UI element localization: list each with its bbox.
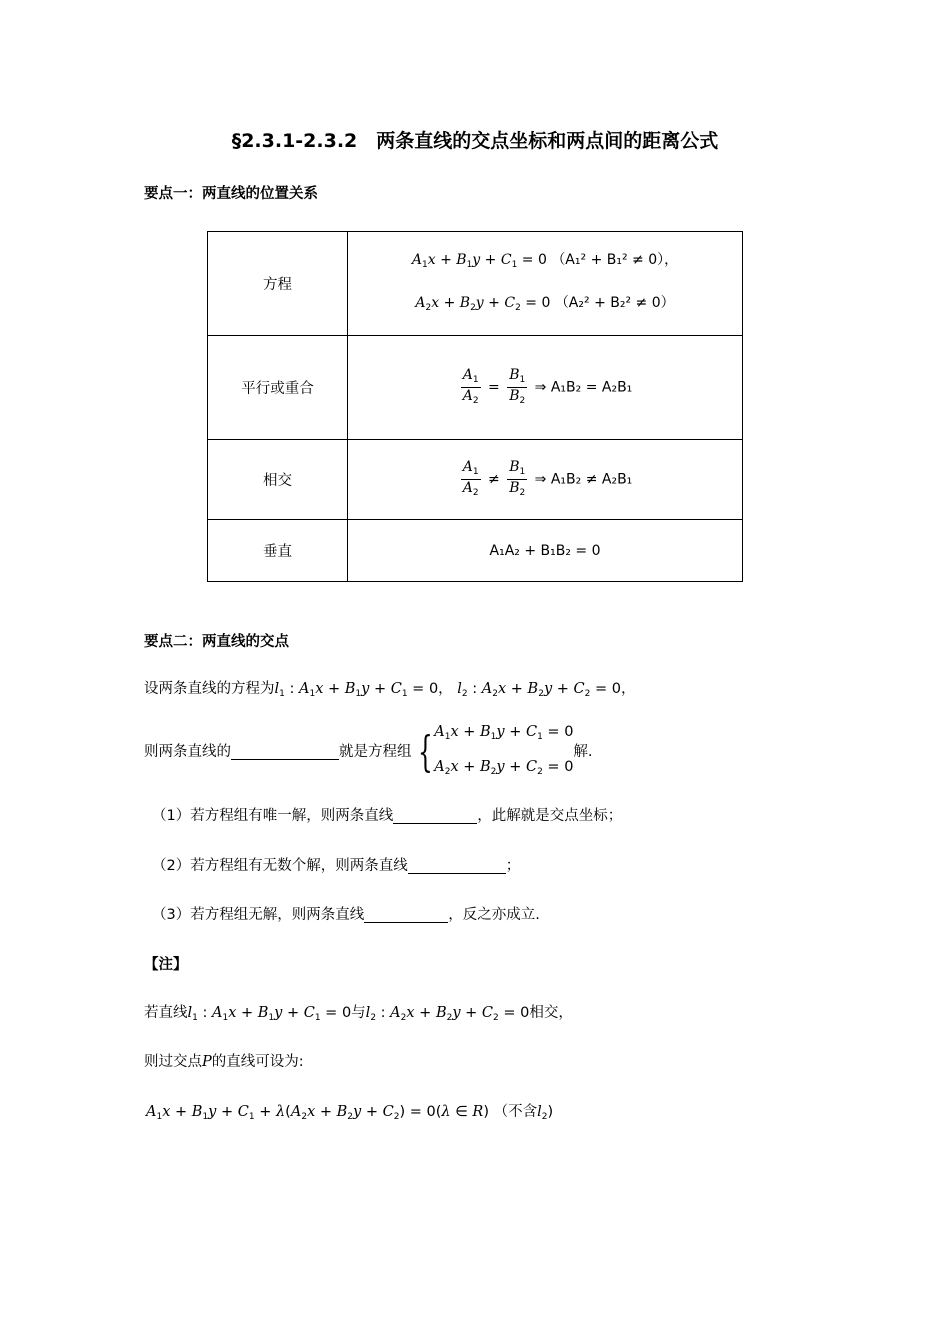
intro-line: 设两条直线的方程为$l_1$ : $A_1x + B_1y + C_1 = 0$， $l_2$ : $A_2x + B_2y + C_2 = 0$， [144, 681, 636, 699]
equation-condition-2: （A₂² + B₂² ≠ 0） [554, 294, 675, 311]
section2-heading: 要点二：两直线的交点 [144, 634, 289, 650]
note-line-1: 若直线$l_1$ : $A_1x + B_1y + C_1 = 0$与$l_2$ : $A_2x + B_2y + C_2 = 0$相交， [144, 1005, 573, 1023]
table-row [208, 520, 743, 582]
case-3 [152, 903, 540, 924]
row-label: 相交 [208, 440, 348, 520]
row-label: 平行或重合 [208, 336, 348, 440]
equation-line-2: $A_2x + B_2y + C_2 = 0$ （A₂² + B₂² ≠ 0） [415, 294, 675, 313]
system-line [144, 717, 593, 787]
intro-end: ， [620, 681, 636, 697]
note-line-2-end: 的直线可设为: [211, 1054, 304, 1070]
parallel-formula-cell: $\frac{A_1}{A_2}$ = $\frac{B_1}{B_2}$ ⇒ A₁B₂ = A₂B₁ [348, 336, 743, 440]
intersect-relation: ≠ [488, 471, 500, 488]
intersect-formula-cell: $\frac{A_1}{A_2}$ ≠ $\frac{B_1}{B_2}$ ⇒ A₁B₂ ≠ A₂B₁ [348, 440, 743, 520]
perpendicular-formula: A₁A₂ + B₁B₂ = 0 [348, 520, 743, 582]
system-line-prefix: 则两条直线的 [144, 744, 231, 760]
note-line-1-end: 相交， [529, 1005, 573, 1021]
system-line-mid: 就是方程组 [339, 744, 412, 760]
system-line-end: 解. [573, 744, 593, 760]
note-line-2 [144, 1050, 304, 1071]
parallel-result: ⇒ A₁B₂ = A₂B₁ [534, 379, 633, 396]
note-line-1-prefix: 若直线 [144, 1005, 188, 1021]
case-2-suffix: ； [505, 858, 521, 874]
blank[interactable] [364, 907, 448, 923]
note-heading: 【注】 [144, 957, 188, 973]
intro-separator: ， [438, 681, 453, 697]
case-3-prefix: （3）若方程组无解，则两条直线 [152, 907, 365, 923]
parallel-relation: = [488, 379, 500, 396]
equation-condition-1: （A₁² + B₁² ≠ 0）， [551, 251, 679, 268]
section1-heading: 要点一：两直线的位置关系 [144, 186, 318, 202]
blank[interactable] [408, 858, 506, 874]
note-line-2-prefix: 则过交点 [144, 1054, 202, 1070]
table-row [208, 440, 743, 520]
case-1-suffix: ，此解就是交点坐标； [477, 808, 623, 824]
row-label: 垂直 [208, 520, 348, 582]
equation-cell [348, 232, 743, 336]
page-title: §2.3.1-2.3.2 两条直线的交点坐标和两点间的距离公式 [231, 130, 719, 152]
row-label: 方程 [208, 232, 348, 336]
case-3-suffix: ，反之亦成立. [448, 907, 540, 923]
table-row [208, 232, 743, 336]
blank[interactable] [231, 744, 339, 760]
equation-line-1: $A_1x + B_1y + C_1 = 0$ （A₁² + B₁² ≠ 0）， [411, 251, 679, 270]
note-line-3-suffix: （不含 [493, 1104, 538, 1120]
position-relation-table [207, 231, 743, 582]
case-1 [152, 804, 622, 825]
case-1-prefix: （1）若方程组有唯一解，则两条直线 [152, 808, 394, 824]
blank[interactable] [393, 808, 477, 824]
case-2-prefix: （2）若方程组有无数个解，则两条直线 [152, 858, 408, 874]
case-2 [152, 854, 520, 875]
equation-system: { $A_1x + B_1y + C_1 = 0$ $A_2x + B_2y + C_2 = 0$ [417, 724, 574, 777]
note-line-1-mid: 与 [351, 1005, 366, 1021]
table-row [208, 336, 743, 440]
note-line-3: $A_1x + B_1y + C_1 + \lambda(A_2x + B_2y + C_2) = 0(\lambda$ ∈ R) （不含$l_2$) [146, 1104, 554, 1122]
point-p: P [202, 1054, 212, 1070]
intersect-result: ⇒ A₁B₂ ≠ A₂B₁ [534, 471, 633, 488]
intro-prefix: 设两条直线的方程为 [144, 681, 275, 697]
